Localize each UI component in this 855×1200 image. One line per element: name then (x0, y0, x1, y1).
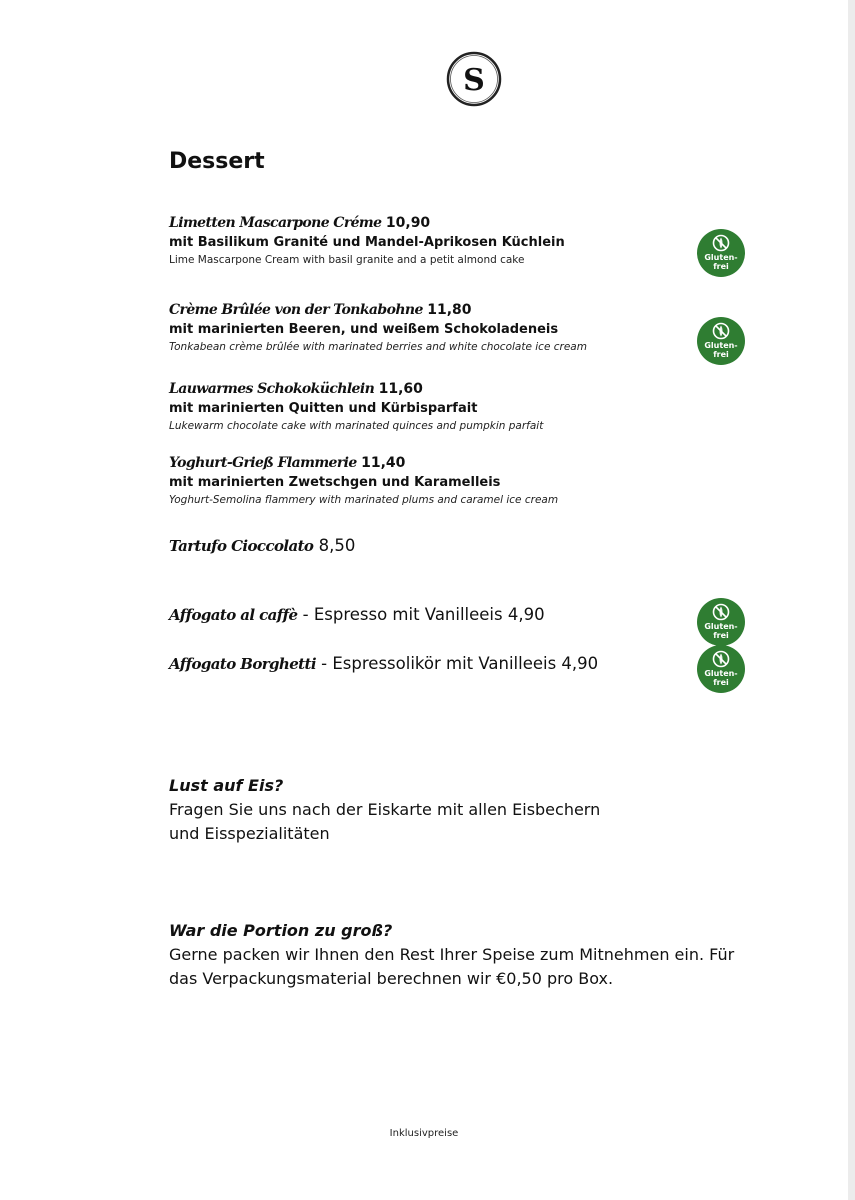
item-subtitle: mit marinierten Zwetschgen und Karamelleis (169, 475, 501, 490)
takeaway-line: Gerne packen wir Ihnen den Rest Ihrer Speise zum Mitnehmen ein. Für (169, 945, 735, 964)
restaurant-logo (445, 50, 503, 108)
menu-item (169, 453, 558, 508)
ice-cream-line: Fragen Sie uns nach der Eiskarte mit allen Eisbechern (169, 800, 601, 819)
item-english: Lime Mascarpone Cream with basil granite and a petit almond cake (169, 254, 525, 266)
takeaway-question: War die Portion zu groß? (169, 921, 393, 940)
section-title: Dessert (169, 149, 265, 174)
gluten-free-badge: Gluten- frei (697, 229, 745, 277)
logo-letter: S (463, 63, 485, 98)
item-name: Affogato Borghetti (169, 655, 316, 673)
menu-item (169, 653, 598, 675)
gluten-free-badge: Gluten- frei (697, 645, 745, 693)
item-english: Lukewarm chocolate cake with marinated quinces and pumpkin parfait (169, 420, 544, 432)
item-subtitle: mit Basilikum Granité und Mandel-Aprikosen Küchlein (169, 235, 565, 250)
no-gluten-icon (712, 650, 730, 668)
item-description: - Espresso mit Vanilleeis 4,90 (297, 605, 545, 624)
ice-cream-line: und Eisspezialitäten (169, 824, 330, 843)
menu-item (169, 213, 565, 268)
ice-cream-note (169, 774, 600, 846)
item-english: Yoghurt-Semolina flammery with marinated plums and caramel ice cream (169, 494, 559, 506)
item-name: Affogato al caffè (169, 606, 298, 624)
takeaway-note (169, 919, 734, 991)
no-gluten-icon (712, 234, 730, 252)
item-name: Crème Brûlée von der Tonkabohne (169, 302, 423, 318)
item-price: 11,40 (361, 455, 406, 471)
gluten-free-badge: Gluten- frei (697, 598, 745, 646)
item-description: - Espressolikör mit Vanilleeis 4,90 (315, 654, 599, 673)
item-name: Tartufo Cioccolato (169, 537, 314, 555)
footer-note: Inklusivpreise (389, 1128, 459, 1139)
menu-item (169, 300, 587, 355)
takeaway-line: das Verpackungsmaterial berechnen wir €0,50 pro Box. (169, 969, 614, 988)
item-name: Yoghurt-Grieß Flammerie (169, 455, 357, 471)
ice-cream-question: Lust auf Eis? (169, 776, 284, 795)
menu-item (169, 604, 545, 626)
menu-item (169, 535, 355, 557)
item-name: Lauwarmes Schokoküchlein (169, 381, 375, 397)
no-gluten-icon (712, 603, 730, 621)
no-gluten-icon (712, 322, 730, 340)
item-price: 8,50 (318, 536, 356, 555)
item-english: Tonkabean crème brûlée with marinated berries and white chocolate ice cream (169, 341, 587, 353)
item-price: 11,60 (378, 381, 423, 397)
item-subtitle: mit marinierten Quitten und Kürbisparfait (169, 401, 478, 416)
gluten-free-badge: Gluten- frei (697, 317, 745, 365)
item-subtitle: mit marinierten Beeren, und weißem Schokoladeneis (169, 322, 559, 337)
item-price: 10,90 (385, 215, 431, 231)
menu-item (169, 379, 543, 434)
item-price: 11,80 (427, 302, 472, 318)
item-name: Limetten Mascarpone Créme (169, 215, 382, 231)
